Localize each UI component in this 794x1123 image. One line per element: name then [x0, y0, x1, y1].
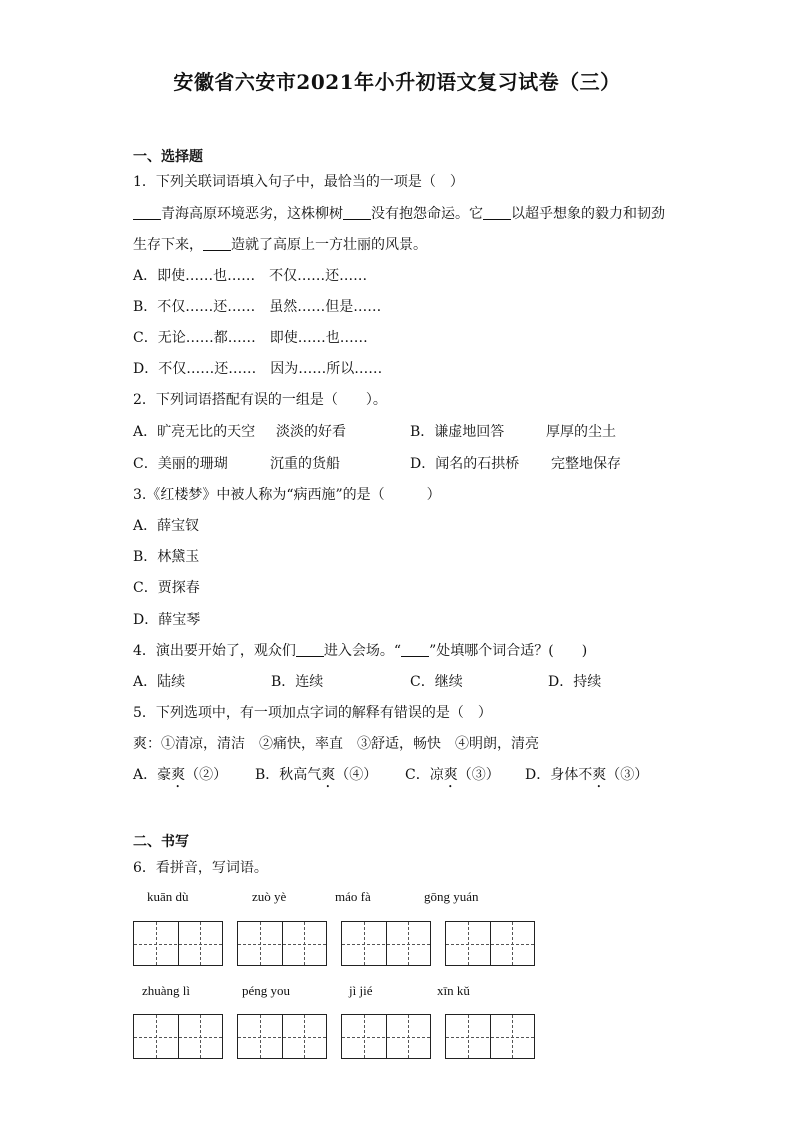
- pinyin-label: péng you: [242, 983, 291, 998]
- writing-grid[interactable]: [445, 921, 535, 966]
- q6-stem: 6．看拼音，写词语。: [133, 860, 268, 876]
- q4-text-part: 进入会场。“: [323, 643, 402, 659]
- dotted-char: 爽: [321, 767, 336, 783]
- writing-grid[interactable]: [237, 921, 327, 966]
- pinyin-label: zuò yè: [252, 889, 287, 904]
- pinyin-label: xīn kǔ: [437, 983, 470, 998]
- q3-stem: 3.《红楼梦》中被人称为“病西施”的是（ ）: [133, 487, 441, 503]
- writing-grid[interactable]: [133, 1014, 223, 1059]
- q3-option-b[interactable]: B．林黛玉: [133, 549, 200, 565]
- q2-stem: 2．下列词语搭配有误的一组是（ ）。: [133, 392, 387, 408]
- page-title: 安徽省六安市2021年小升初语文复习试卷（三）: [173, 70, 621, 94]
- q2-option-d[interactable]: D．闻名的石拱桥: [410, 456, 520, 472]
- answer-blank[interactable]: [296, 642, 324, 657]
- q3-option-d[interactable]: D．薛宝琴: [133, 612, 201, 628]
- q1-sentence-line1: [133, 203, 665, 223]
- q4-text-part: ”处填哪个词合适？( ): [429, 643, 588, 659]
- q5-option-text: （③）: [457, 767, 500, 783]
- q1-option-a[interactable]: A．即使……也…… 不仅……还……: [133, 268, 368, 284]
- q1-stem: 1．下列关联词语填入句子中，最恰当的一项是（ ）: [133, 174, 464, 190]
- q3-option-a[interactable]: A．薛宝钗: [133, 518, 200, 534]
- writing-grid[interactable]: [341, 1014, 431, 1059]
- pinyin-label: gōng yuán: [424, 889, 479, 904]
- q1-option-b[interactable]: B．不仅……还…… 虽然……但是……: [133, 299, 382, 315]
- answer-blank[interactable]: [343, 205, 371, 220]
- answer-blank[interactable]: [203, 236, 231, 251]
- q1-text-part: 生存下来，: [133, 237, 203, 253]
- dotted-char: 爽: [171, 767, 186, 783]
- q5-option-text: A．豪: [133, 767, 172, 783]
- writing-grid[interactable]: [341, 921, 431, 966]
- q5-option-d[interactable]: [525, 764, 648, 791]
- q1-sentence-line2: [133, 234, 427, 254]
- dotted-char: 爽: [443, 767, 458, 783]
- q1-option-c[interactable]: C．无论……都…… 即使……也……: [133, 330, 368, 346]
- writing-grid[interactable]: [445, 1014, 535, 1059]
- pinyin-label: zhuàng lì: [142, 983, 191, 998]
- q1-text-part: 造就了高原上一方壮丽的风景。: [231, 237, 427, 253]
- pinyin-label: kuān dù: [147, 889, 189, 904]
- q1-text-part: 青海高原环境恶劣，这株柳树: [161, 206, 343, 222]
- q5-option-text: （④）: [335, 767, 378, 783]
- q1-text-part: 以超乎想象的毅力和韧劲: [511, 206, 665, 222]
- q2-option-a-phrase2: 淡淡的好看: [276, 424, 346, 440]
- section-heading-choice: 一、选择题: [133, 149, 203, 165]
- q5-option-text: C．凉: [405, 767, 444, 783]
- q4-text-part: 4．演出要开始了，观众们: [133, 643, 296, 659]
- q2-option-c-phrase2: 沉重的货船: [270, 456, 340, 472]
- writing-grid[interactable]: [237, 1014, 327, 1059]
- q4-stem: [133, 640, 587, 660]
- q2-option-c[interactable]: C．美丽的珊瑚: [133, 456, 228, 472]
- q2-option-b-phrase2: 厚厚的尘土: [546, 424, 616, 440]
- answer-blank[interactable]: [401, 642, 429, 657]
- q5-stem: 5．下列选项中，有一项加点字词的解释有错误的是（ ）: [133, 705, 492, 721]
- q4-option-a[interactable]: A．陆续: [133, 674, 186, 690]
- q5-option-a[interactable]: [133, 764, 227, 791]
- answer-blank[interactable]: [133, 205, 161, 220]
- q2-option-a[interactable]: A．旷亮无比的天空: [133, 424, 256, 440]
- q5-option-b[interactable]: [255, 764, 377, 791]
- q5-option-c[interactable]: [405, 764, 500, 791]
- q1-text-part: 没有抱怨命运。它: [371, 206, 483, 222]
- q5-option-text: B．秋高气: [255, 767, 322, 783]
- q5-option-text: D．身体不: [525, 767, 593, 783]
- q4-option-d[interactable]: D．持续: [548, 674, 602, 690]
- q5-option-text: （③）: [606, 767, 649, 783]
- answer-blank[interactable]: [483, 205, 511, 220]
- dotted-char: 爽: [592, 767, 607, 783]
- pinyin-label: jì jié: [349, 983, 373, 998]
- writing-grid[interactable]: [133, 921, 223, 966]
- q2-option-b[interactable]: B．谦虚地回答: [410, 424, 505, 440]
- q4-option-c[interactable]: C．继续: [410, 674, 463, 690]
- q1-option-d[interactable]: D．不仅……还…… 因为……所以……: [133, 361, 383, 377]
- q5-key-char: 爽: [133, 736, 147, 752]
- q4-option-b[interactable]: B．连续: [271, 674, 324, 690]
- section-heading-writing: 二、书写: [133, 834, 189, 850]
- q3-option-c[interactable]: C．贾探春: [133, 580, 200, 596]
- q5-meanings: ：①清凉，清洁 ②痛快，率直 ③舒适，畅快 ④明朗，清亮: [147, 736, 539, 752]
- q2-option-d-phrase2: 完整地保存: [551, 456, 621, 472]
- q5-definitions: [133, 733, 539, 753]
- q5-option-text: （②）: [185, 767, 228, 783]
- pinyin-label: máo fà: [335, 889, 371, 904]
